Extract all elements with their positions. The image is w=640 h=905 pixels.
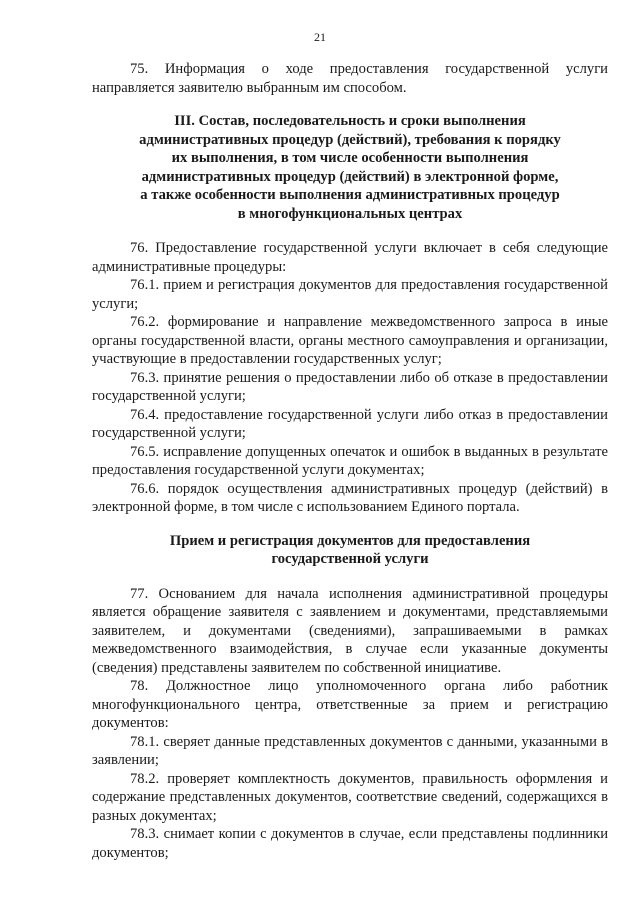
section-heading: [92, 112, 608, 223]
paragraph-78-2: 78.2. проверяет комплектность документов, правильность оформления и содержание представленных документов, соответствие сведений, содержащихся в разных документах;: [92, 770, 608, 824]
paragraph-76-3: 76.3. принятие решения о предоставлении либо об отказе в предоставлении государственной услуги;: [92, 369, 608, 404]
paragraph-76-6: 76.6. порядок осуществления административных процедур (действий) в электронной форме, в том числе с использованием Единого портала.: [92, 480, 608, 515]
section-heading-line: III. Состав, последовательность и сроки выполнения: [174, 113, 526, 129]
page-content: [92, 60, 608, 862]
paragraph-76-4: 76.4. предоставление государственной услуги либо отказ в предоставлении государственной услуги;: [92, 406, 608, 441]
section-heading-line: в многофункциональных центрах: [237, 205, 463, 222]
paragraph-78-3: 78.3. снимает копии с документов в случае, если представлены подлинники документов;: [92, 826, 608, 861]
paragraph-76: 76. Предоставление государственной услуги включает в себя следующие административные процедуры:: [92, 240, 608, 275]
section-heading-line: административных процедур (действий), требования к порядку: [139, 131, 561, 148]
subsection-heading-line: Прием и регистрация документов для предоставления: [169, 532, 531, 549]
subsection-heading-line: государственной услуги: [271, 551, 429, 567]
paragraph-78-1: 78.1. сверяет данные представленных документов с данными, указанными в заявлении;: [92, 733, 608, 768]
paragraph-75: 75. Информация о ходе предоставления государственной услуги направляется заявителю выбранным им способом.: [92, 61, 608, 96]
paragraph-77: 77. Основанием для начала исполнения административной процедуры является обращение заявителя с заявлением и документами, представляемыми заявителем, и документами (сведениями), запрашиваемыми в рамках межведомственного взаимодействия, в случае если указанные документы (сведения) представлены заявителем по собственной инициативе.: [92, 585, 608, 676]
section-heading-line: административных процедур (действий) в электронной форме,: [141, 168, 559, 185]
section-heading-line: а также особенности выполнения административных процедур: [140, 187, 560, 203]
page-number: 21: [314, 30, 326, 44]
paragraph-76-5: 76.5. исправление допущенных опечаток и ошибок в выданных в результате предоставления государственной услуги документах;: [92, 443, 608, 478]
section-heading-line: их выполнения, в том числе особенности выполнения: [171, 150, 529, 166]
subsection-heading: [92, 532, 608, 569]
paragraph-76-1: 76.1. прием и регистрация документов для предоставления государственной услуги;: [92, 277, 608, 312]
paragraph-76-2: 76.2. формирование и направление межведомственного запроса в иные органы государственной власти, органы местного самоуправления и организации, участвующие в предоставлении государственных услуг;: [92, 314, 608, 367]
paragraph-78: 78. Должностное лицо уполномоченного органа либо работник многофункционального центра, ответственные за прием и регистрацию документов:: [92, 678, 608, 731]
